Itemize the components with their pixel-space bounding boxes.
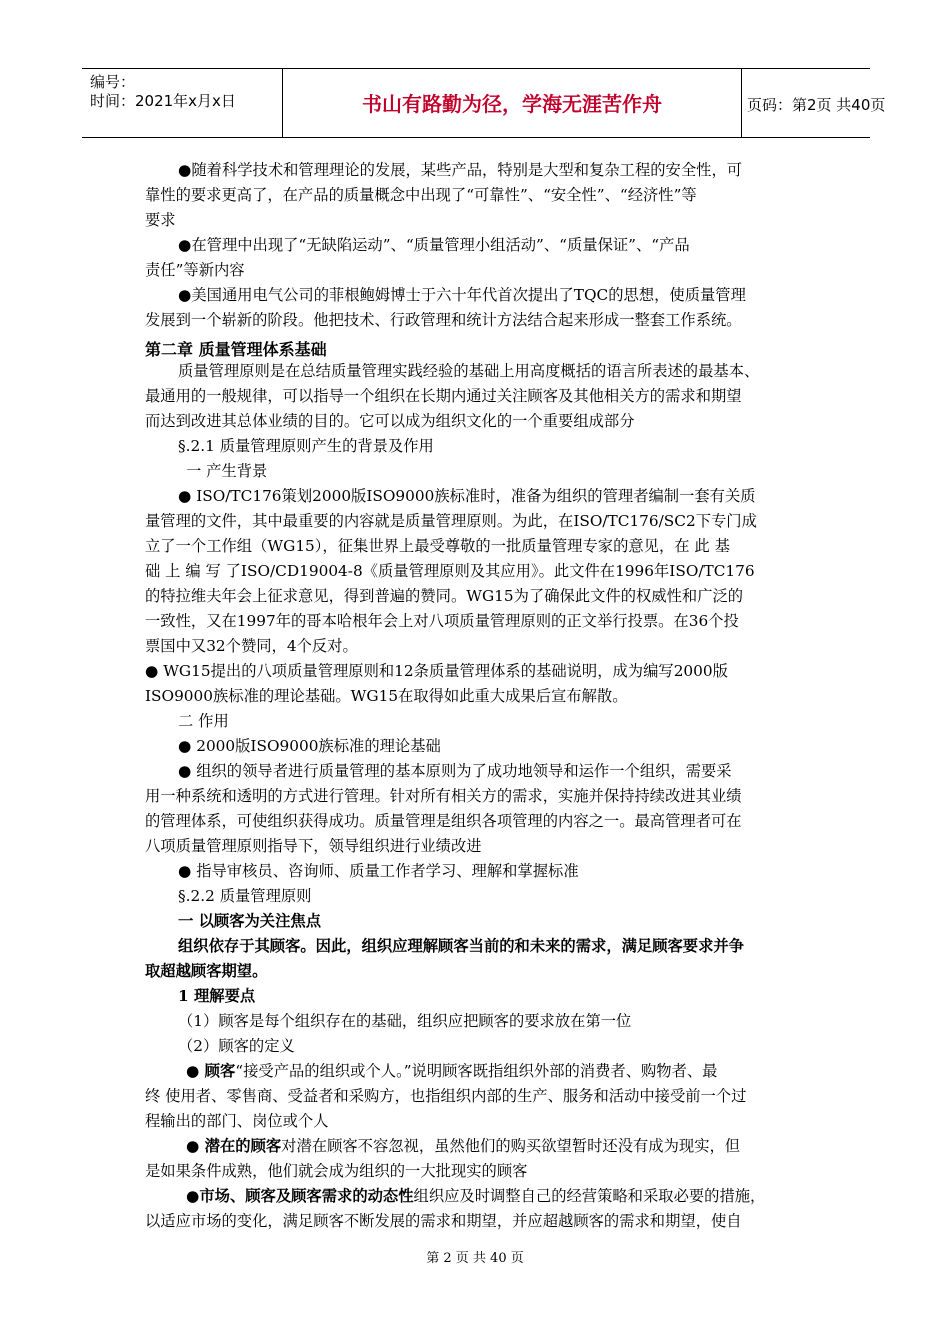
term-text: 对潜在顾客不容忽视，虽然他们的购买欲望暂时还没有成为现实，但 (281, 1137, 741, 1155)
paragraph-line (186, 1137, 740, 1156)
paragraph-line: 础 上 编 写 了ISO/CD19004-8《质量管理原则及其应用》。此文件在1996年ISO/TC176 (145, 562, 755, 580)
paragraph-line: （1）顾客是每个组织存在的基础，组织应把顾客的要求放在第一位 (178, 1012, 632, 1030)
section-heading: §.2.2 质量管理原则 (178, 887, 312, 905)
paragraph-line: ISO9000族标准的理论基础。WG15在取得如此重大成果后宣布解散。 (145, 687, 628, 705)
paragraph-line: ●在管理中出现了“无缺陷运动”、“质量管理小组活动”、“质量保证”、“产品 (178, 236, 690, 254)
header-motto: 书山有路勤为径，学海无涯苦作舟 (362, 92, 662, 116)
header-page-cell (741, 69, 886, 137)
paragraph-line: 靠性的要求更高了，在产品的质量概念中出现了“可靠性”、“安全性”、“经济性”等 (145, 186, 697, 204)
paragraph-line: ● 组织的领导者进行质量管理的基本原则为了成功地领导和运作一个组织，需要采 (178, 762, 732, 780)
paragraph-line: ● ISO/TC176策划2000版ISO9000族标准时，准备为组织的管理者编制一套有关质 (178, 487, 756, 505)
header-page-number: 页码：第2页 共40页 (747, 96, 886, 114)
paragraph-line: 要求 (145, 211, 176, 229)
term-bold: ● 潜在的顾客 (186, 1137, 282, 1155)
paragraph-line: 终 使用者、零售商、受益者和采购方，也指组织内部的生产、服务和活动中接受前一个过 (145, 1087, 747, 1105)
paragraph-line: ●随着科学技术和管理理论的发展，某些产品，特别是大型和复杂工程的安全性，可 (178, 161, 743, 179)
paragraph-line: 量管理的文件，其中最重要的内容就是质量管理原则。为此，在ISO/TC176/SC2下专门成 (145, 512, 757, 530)
paragraph-line: ●美国通用电气公司的菲根鲍姆博士于六十年代首次提出了TQC的思想，使质量管理 (178, 286, 746, 304)
page-footer: 第 2 页 共 40 页 (426, 1251, 524, 1266)
page-header (82, 68, 886, 138)
paragraph-line: 是如果条件成熟，他们就会成为组织的一大批现实的顾客 (145, 1162, 528, 1180)
paragraph-line: 用一种系统和透明的方式进行管理。针对所有相关方的需求，实施并保持持续改进其业绩 (145, 787, 742, 805)
paragraph-line: 八项质量管理原则指导下，领导组织进行业绩改进 (145, 837, 482, 855)
chapter-heading: 第二章 质量管理体系基础 (145, 340, 327, 359)
term-text: “接受产品的组织或个人。”说明顾客既指组织外部的消费者、购物者、最 (235, 1062, 718, 1080)
paragraph-line: 质量管理原则是在总结质量管理实践经验的基础上用高度概括的语言所表述的最基本、 (178, 362, 760, 380)
paragraph-line: 而达到改进其总体业绩的目的。它可以成为组织文化的一个重要组成部分 (145, 412, 635, 430)
paragraph-line: 程输出的部门、岗位或个人 (145, 1112, 329, 1130)
paragraph-line (186, 1062, 717, 1081)
paragraph-line: 的特拉维夫年会上征求意见，得到普遍的赞同。WG15为了确保此文件的权威性和广泛的 (145, 587, 744, 605)
paragraph-line: 的管理体系，可使组织获得成功。质量管理是组织各项管理的内容之一。最高管理者可在 (145, 812, 742, 830)
paragraph-line: 一致性，又在1997年的哥本哈根年会上对八项质量管理原则的正文举行投票。在36个投 (145, 612, 739, 630)
paragraph-line: 最通用的一般规律，可以指导一个组织在长期内通过关注顾客及其他相关方的需求和期望 (145, 387, 742, 405)
key-points-heading: 1 理解要点 (178, 987, 256, 1005)
paragraph-line: 发展到一个崭新的阶段。他把技术、行政管理和统计方法结合起来形成一整套工作系统。 (145, 311, 742, 329)
header-meta-cell (82, 69, 282, 137)
paragraph-line: （2）顾客的定义 (178, 1037, 295, 1055)
paragraph-line: ● WG15提出的八项质量管理原则和12条质量管理体系的基础说明，成为编写2000版 (145, 662, 728, 680)
paragraph-line: ● 2000版ISO9000族标准的理论基础 (178, 737, 441, 755)
term-bold: ●市场、顾客及顾客需求的动态性 (186, 1187, 414, 1205)
subsection-heading: 一 产生背景 (186, 462, 268, 480)
paragraph-line: 立了一个工作组（WG15），征集世界上最受尊敬的一批质量管理专家的意见，在 此 基 (145, 537, 730, 555)
header-motto-cell (282, 69, 742, 137)
term-text: 组织应及时调整自己的经营策略和采取必要的措施， (413, 1187, 766, 1205)
section-heading: §.2.1 质量管理原则产生的背景及作用 (178, 437, 434, 455)
document-number-label: 编号： (90, 73, 136, 91)
paragraph-line: 票国中又32个赞同，4个反对。 (145, 637, 358, 655)
principle-statement: 组织依存于其顾客。因此，组织应理解顾客当前的和未来的需求，满足顾客要求并争 (178, 937, 744, 955)
subsection-heading: 二 作用 (178, 712, 229, 730)
paragraph-line (186, 1187, 765, 1206)
principle-statement: 取超越顾客期望。 (145, 962, 268, 980)
paragraph-line: 责任”等新内容 (145, 261, 245, 279)
paragraph-line: ● 指导审核员、咨询师、质量工作者学习、理解和掌握标准 (178, 862, 579, 880)
term-bold: ● 顾客 (186, 1062, 236, 1080)
principle-heading: 一 以顾客为关注焦点 (178, 912, 321, 930)
document-time-label: 时间：2021年x月x日 (90, 92, 236, 110)
paragraph-line: 以适应市场的变化，满足顾客不断发展的需求和期望，并应超越顾客的需求和期望，使自 (145, 1212, 742, 1230)
